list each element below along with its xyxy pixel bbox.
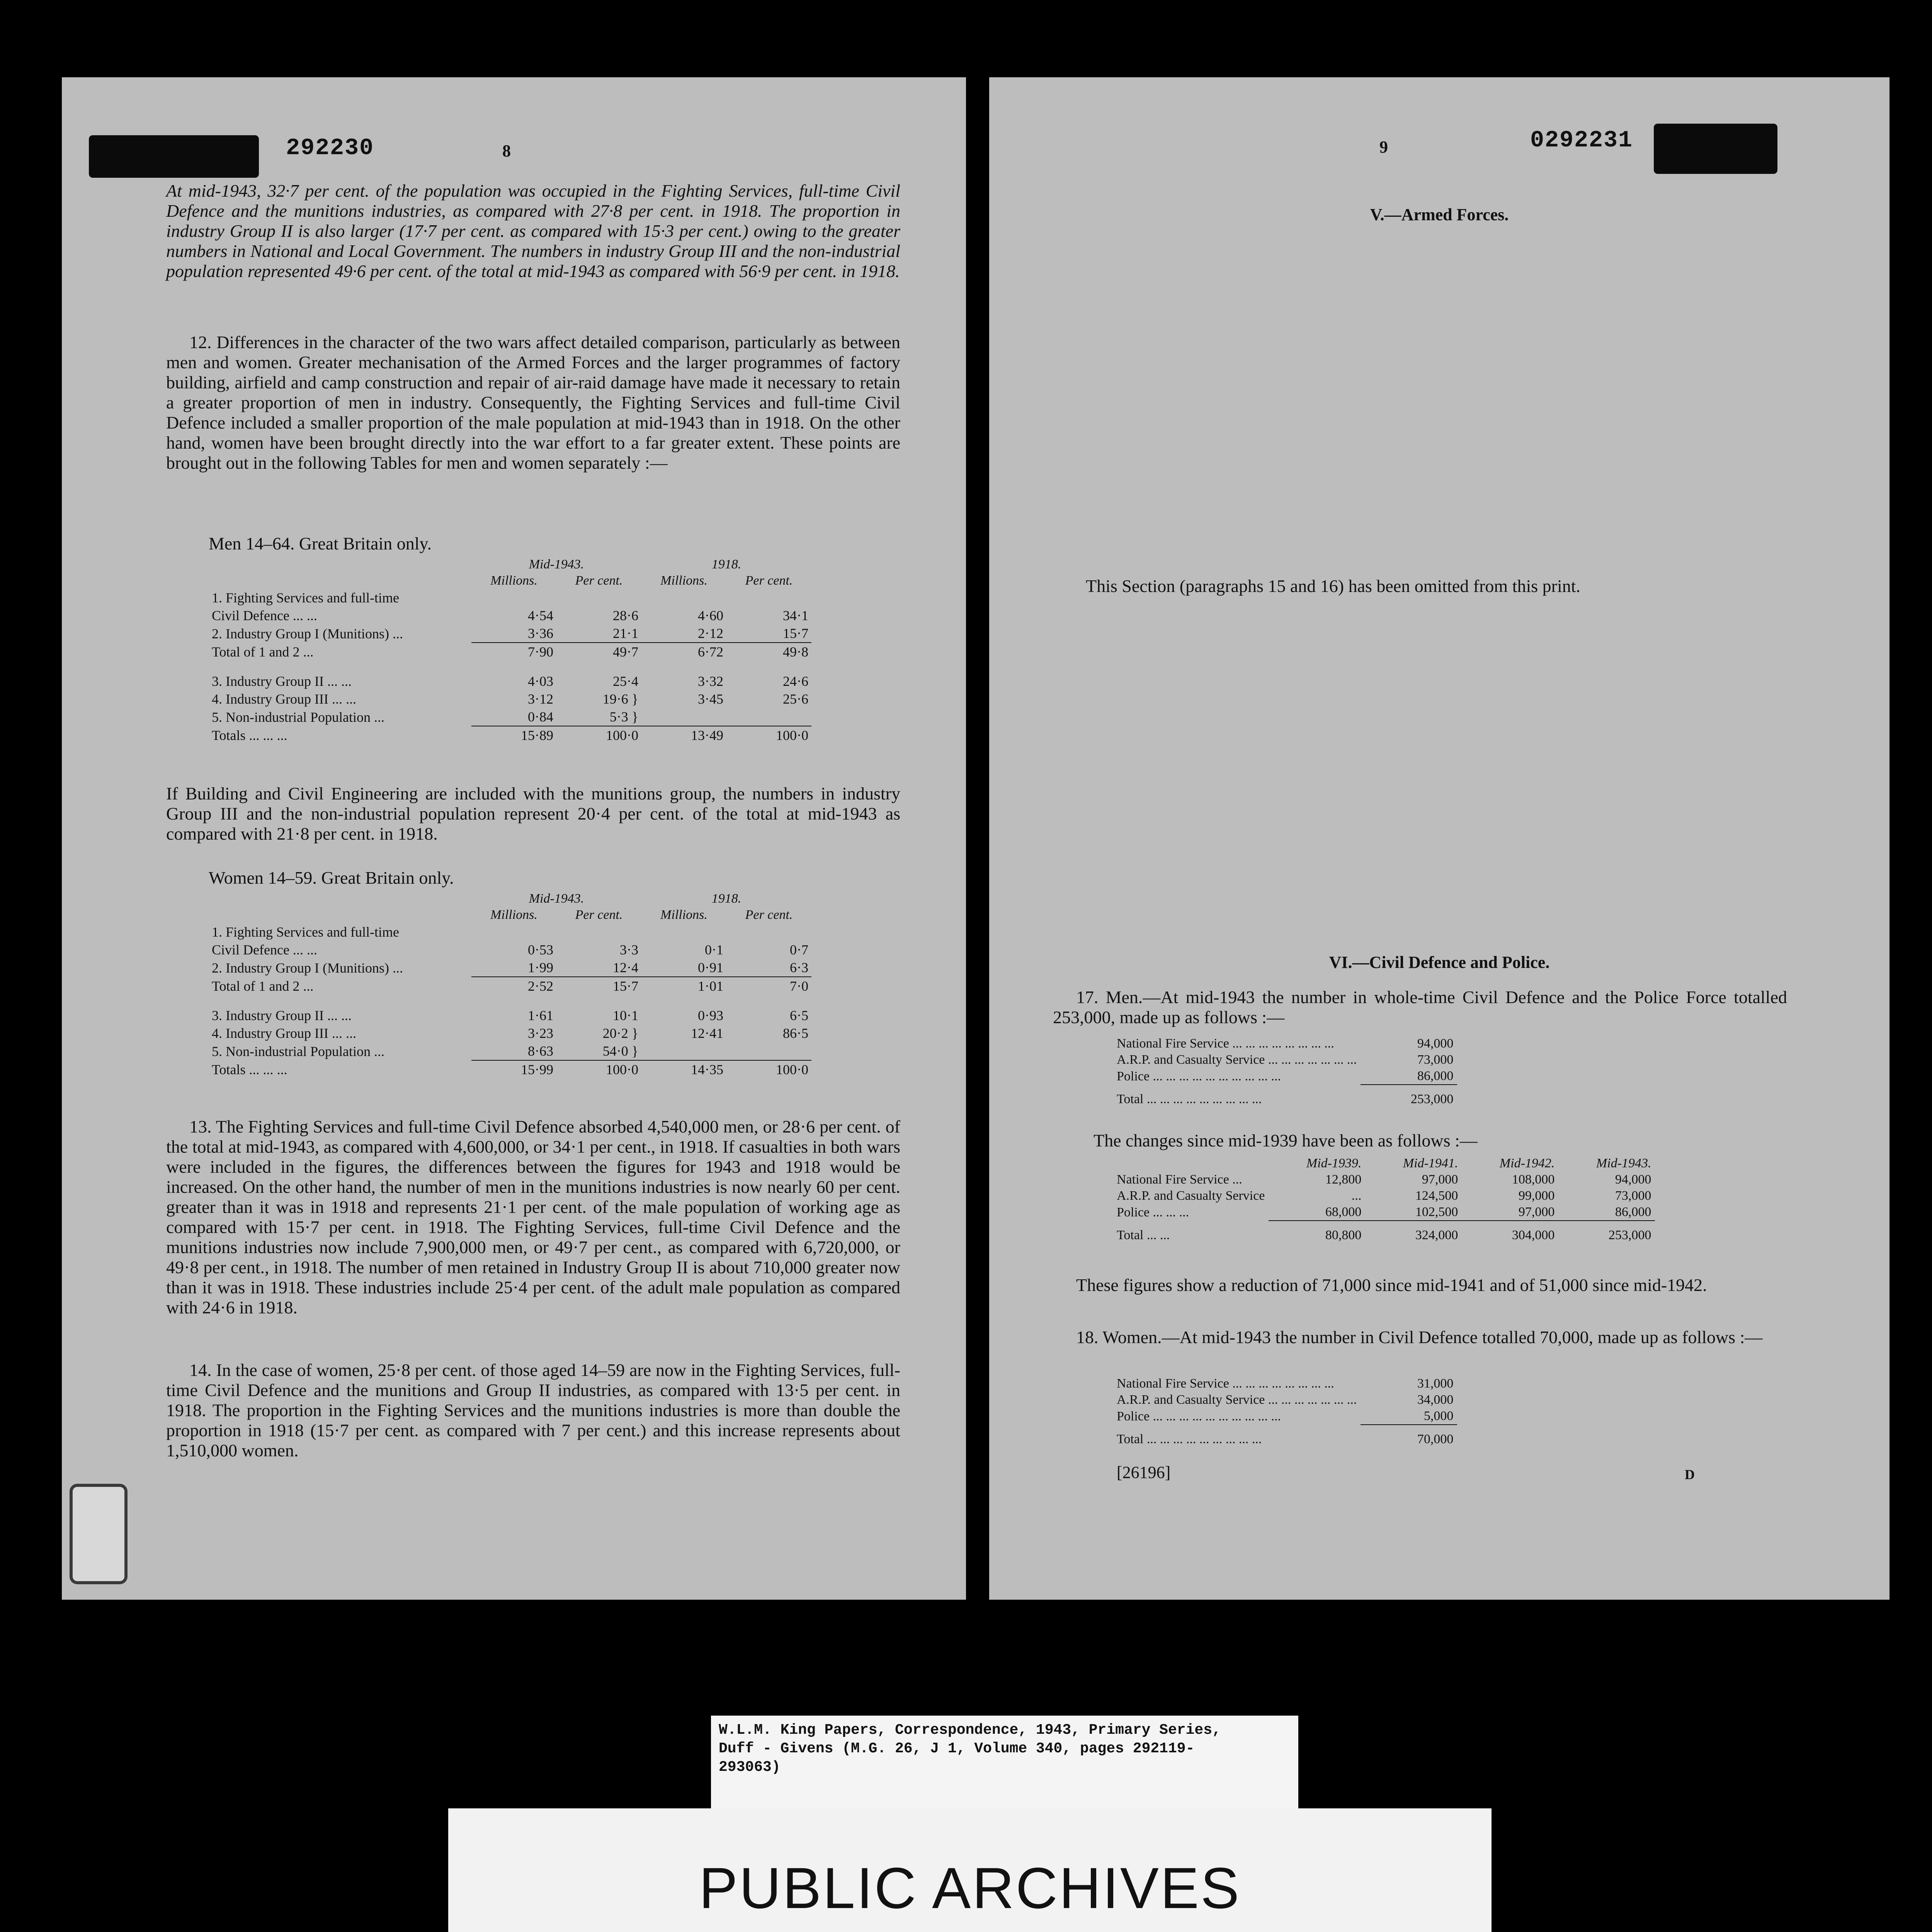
paragraph-17-text: 17. Men.—At mid-1943 the number in whole-time Civil Defence and the Police Force totalled 253,000, made up as follows :—	[1053, 987, 1787, 1027]
table-row: Totals ... ... ... 15·89 100·0 13·49 100·0	[212, 728, 808, 743]
men-header-percent-a: Per cent.	[575, 573, 623, 588]
women-table	[209, 891, 811, 1078]
women-header-millions-b: Millions.	[660, 908, 707, 922]
women-header-percent-a: Per cent.	[575, 908, 623, 922]
changes-table	[1113, 1155, 1655, 1243]
table-row: 3. Industry Group II ... ... 4·03 25·4 3·32 24·6	[212, 673, 808, 689]
intro-paragraph: At mid-1943, 32·7 per cent. of the population was occupied in the Fighting Services, full-time Civil Defence and the munitions industries, as compared with 27·8 per cent. in 1918. The proportion in industry Group II is also larger (17·7 per cent. as compared with 15·3 per cent.) owing to the greater numbers in National and Local Government. The numbers in industry Group III and the non-industrial population represented 49·6 per cent. of the total at mid-1943 as compared with 56·9 per cent. in 1918.	[166, 181, 900, 281]
men-header-1918: 1918.	[711, 557, 742, 571]
table-row: 1. Fighting Services and full-time	[212, 590, 399, 605]
women-table-title: Women 14–59. Great Britain only.	[209, 868, 454, 888]
paragraph-14-text: 14. In the case of women, 25·8 per cent. of those aged 14–59 are now in the Fighting Services, full-time Civil Defence and the munitions and Group II industries, as compared with 13·5 per cent. in 1918. The proportion in the Fighting Services and the munitions industries is more than double the proportion in 1918 (15·7 per cent. as compared with 7 per cent.) and this increase represents about 1,510,000 women.	[166, 1360, 900, 1460]
page-number: 9	[1379, 138, 1388, 156]
archive-reference-label	[711, 1716, 1298, 1816]
table-row: Total ... ... ... ... ... ... ... ... ... 70,000	[1117, 1432, 1454, 1446]
men-table	[209, 556, 811, 744]
table-row: Total ... ... 80,800 324,000 304,000 253,000	[1117, 1228, 1651, 1242]
table-row: 5. Non-industrial Population ... 0·84 5·3 }	[209, 708, 811, 726]
left-page	[62, 77, 966, 1600]
women-header-1918: 1918.	[711, 891, 742, 906]
page-number: 8	[502, 141, 511, 160]
archive-label-line: W.L.M. King Papers, Correspondence, 1943, Primary Series,	[719, 1722, 1221, 1738]
building-note: If Building and Civil Engineering are included with the munitions group, the numbers in industry Group III and the non-industrial population represent 20·4 per cent. of the total at mid-1943 as compared with 21·8 per cent. in 1918.	[166, 784, 900, 844]
redaction-bar	[89, 135, 259, 178]
right-page	[989, 77, 1889, 1600]
table-row: 5. Non-industrial Population ... 8·63 54·0 }	[209, 1042, 811, 1060]
table-row: 4. Industry Group III ... ... 3·23 20·2 } 12·41 86·5	[212, 1026, 808, 1041]
women-header-mid1943: Mid-1943.	[529, 891, 584, 906]
table-row: 3. Industry Group II ... ... 1·61 10·1 0·93 6·5	[212, 1008, 808, 1023]
women-services-table	[1113, 1376, 1457, 1447]
table-row: Civil Defence ... ... 4·54 28·6 4·60 34·1	[212, 608, 808, 623]
paragraph-13	[166, 1117, 900, 1318]
men-table-title: Men 14–64. Great Britain only.	[209, 534, 432, 553]
table-row: National Fire Service ... 12,800 97,000 108,000 94,000	[1117, 1172, 1651, 1187]
omitted-section-note: This Section (paragraphs 15 and 16) has been omitted from this print.	[1086, 576, 1581, 596]
table-row: Total of 1 and 2 ... 7·90 49·7 6·72 49·8	[212, 644, 808, 660]
binder-clip	[70, 1484, 128, 1584]
women-header-millions-a: Millions.	[490, 908, 537, 922]
table-row: Totals ... ... ... 15·99 100·0 14·35 100·0	[212, 1062, 808, 1077]
paragraph-17	[1053, 987, 1787, 1027]
table-row: 2. Industry Group I (Munitions) ... 3·36 21·1 2·12 15·7	[209, 624, 811, 643]
table-row: A.R.P. and Casualty Service ... ... ... ... ... ... ... 34,000	[1117, 1393, 1454, 1407]
section-vi-heading: VI.—Civil Defence and Police.	[1329, 953, 1550, 972]
page-stamp-number: 292230	[286, 135, 374, 162]
men-header-millions-b: Millions.	[660, 573, 707, 588]
table-row: 2. Industry Group I (Munitions) ... 1·99 12·4 0·91 6·3	[209, 959, 811, 977]
table-row: Total ... ... ... ... ... ... ... ... ... 253,000	[1117, 1092, 1454, 1106]
archive-label-line: 293063)	[719, 1759, 781, 1776]
women-header-percent-b: Per cent.	[745, 908, 793, 922]
table-row: A.R.P. and Casualty Service ... ... ... ... ... ... ... 73,000	[1117, 1053, 1454, 1067]
table-row: Police ... ... ... 68,000 102,500 97,000 86,000	[1113, 1204, 1655, 1221]
section-v-heading: V.—Armed Forces.	[1370, 205, 1509, 224]
header-mid1941: Mid-1941.	[1403, 1156, 1458, 1170]
redaction-bar	[1654, 124, 1777, 174]
archive-label-line: Duff - Givens (M.G. 26, J 1, Volume 340, pages 292119-	[719, 1740, 1195, 1757]
table-row: 1. Fighting Services and full-time	[212, 924, 399, 940]
signature-mark: D	[1685, 1467, 1695, 1482]
table-row: A.R.P. and Casualty Service ... 124,500 99,000 73,000	[1117, 1189, 1651, 1203]
table-row: 4. Industry Group III ... ... 3·12 19·6 } 3·45 25·6	[212, 691, 808, 707]
page-stamp-number: 0292231	[1530, 128, 1633, 154]
paragraph-13-text: 13. The Fighting Services and full-time Civil Defence absorbed 4,540,000 men, or 28·6 per cent. of the total at mid-1943, as compared with 4,600,000, or 34·1 per cent., in 1918. If casualties in both wars were included in the figures, the differences between the figures for 1943 and 1918 would be increased. On the other hand, the number of men in the munitions industries is now nearly 60 per cent. greater than it was in 1918 and represents 21·1 per cent. of the male population of working age as compared with 15·7 per cent. in 1918. The Fighting Services, full-time Civil Defence and the munitions industries now include 7,900,000 men, or 49·7 per cent., as compared with 6,720,000, or 49·8 per cent., in 1918. The number of men retained in Industry Group II is about 710,000 greater now than it was in 1918. These industries include 25·4 per cent. of the adult male population as compared with 24·6 in 1918.	[166, 1117, 900, 1317]
paragraph-14	[166, 1360, 900, 1461]
men-services-table	[1113, 1036, 1457, 1107]
men-header-millions-a: Millions.	[490, 573, 537, 588]
men-header-mid1943: Mid-1943.	[529, 557, 584, 571]
paragraph-12-text: 12. Differences in the character of the two wars affect detailed comparison, particularly as between men and women. Greater mechanisation of the Armed Forces and the larger programmes of factory building, airfield and camp construction and repair of air-raid damage have made it necessary to retain a greater proportion of men in industry. Consequently, the Fighting Services and full-time Civil Defence included a smaller proportion of the male population at mid-1943 than in 1918. On the other hand, women have been brought directly into the war effort to a far greater extent. These points are brought out in the following Tables for men and women separately :—	[166, 332, 900, 473]
header-mid1942: Mid-1942.	[1499, 1156, 1555, 1170]
table-row: Police ... ... ... ... ... ... ... ... ... ... 5,000	[1113, 1408, 1457, 1425]
header-mid1939: Mid-1939.	[1306, 1156, 1362, 1170]
table-row: Total of 1 and 2 ... 2·52 15·7 1·01 7·0	[212, 978, 808, 994]
changes-intro: The changes since mid-1939 have been as follows :—	[1094, 1131, 1478, 1150]
paragraph-12	[166, 332, 900, 473]
table-row: National Fire Service ... ... ... ... ... ... ... ... 31,000	[1117, 1376, 1454, 1391]
men-header-percent-b: Per cent.	[745, 573, 793, 588]
archive-card-english: PUBLIC ARCHIVES	[699, 1855, 1241, 1920]
print-reference: [26196]	[1117, 1463, 1171, 1482]
archive-card	[448, 1808, 1492, 1932]
paragraph-18	[1053, 1327, 1787, 1347]
table-row: Police ... ... ... ... ... ... ... ... ... ... 86,000	[1113, 1068, 1457, 1085]
header-mid1943: Mid-1943.	[1596, 1156, 1651, 1170]
table-row: National Fire Service ... ... ... ... ... ... ... ... 94,000	[1117, 1036, 1454, 1051]
table-row: Civil Defence ... ... 0·53 3·3 0·1 0·7	[212, 942, 808, 957]
reduction-note-text: These figures show a reduction of 71,000 since mid-1941 and of 51,000 since mid-1942.	[1076, 1275, 1707, 1295]
paragraph-18-text: 18. Women.—At mid-1943 the number in Civil Defence totalled 70,000, made up as follows :—	[1076, 1327, 1763, 1347]
reduction-note	[1053, 1275, 1787, 1295]
